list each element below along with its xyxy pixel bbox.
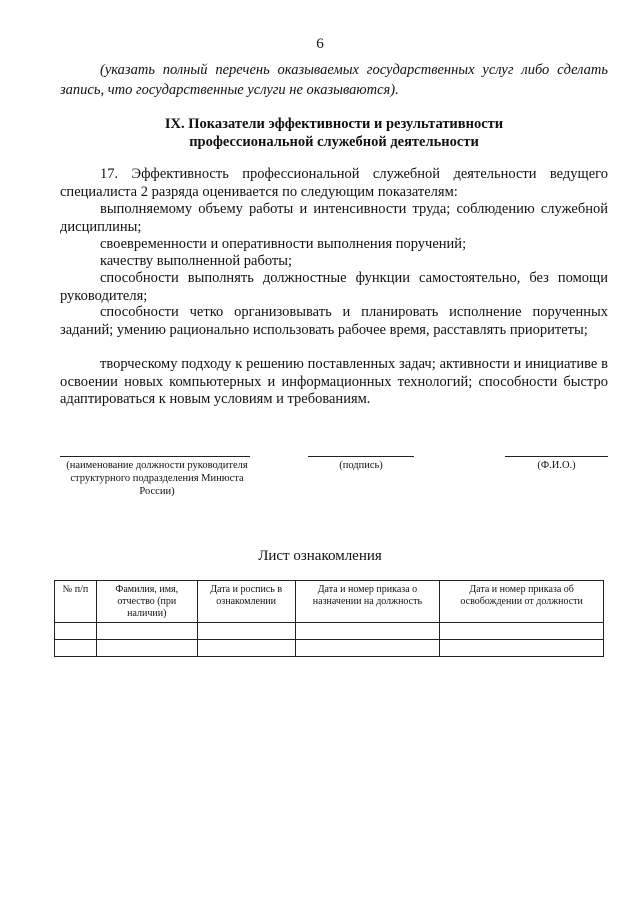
table-row [55,640,604,657]
column-header-acknowledgement-date: Дата и роспись в ознакомлении [197,581,295,623]
table-cell [440,640,604,657]
paragraph-quality: качеству выполненной работы; [100,253,292,269]
name-signature-line [505,456,608,457]
name-caption: (Ф.И.О.) [537,460,576,471]
paragraph-creativity: творческому подходу к решению поставленных задач; активности и инициативе в освоении новых компьютерных и информационных технологий; способности быстро адаптироваться к новым условиям и требованиям. [60,356,608,407]
table-row [55,623,604,640]
table-cell [295,640,440,657]
column-header-number: № п/п [55,581,97,623]
table-cell [96,640,197,657]
table-cell [55,640,97,657]
paragraph-workload: выполняемому объему работы и интенсивности труда; соблюдению служебной дисциплины; [60,201,608,235]
table-cell [440,623,604,640]
column-header-dismissal-order: Дата и номер приказа об освобождении от должности [440,581,604,623]
table-cell [55,623,97,640]
table-cell [197,623,295,640]
column-header-full-name: Фамилия, имя, отчество (при наличии) [96,581,197,623]
signature-line [308,456,414,457]
position-signature-line [60,456,250,457]
column-header-appointment-order: Дата и номер приказа о назначении на должность [295,581,440,623]
page-number: 6 [316,36,324,52]
acknowledgement-table [54,580,604,657]
services-note: (указать полный перечень оказываемых государственных услуг либо сделать запись, что государственные услуги не оказываются). [60,62,608,98]
paragraph-17: 17. Эффективность профессиональной служебной деятельности ведущего специалиста 2 разряда оценивается по следующим показателям: [60,166,608,200]
table-cell [96,623,197,640]
section-title-line-1: IX. Показатели эффективности и результативности [164,116,504,132]
section-title-line-2: профессиональной служебной деятельности [189,134,479,150]
section-title [60,115,608,151]
signature-caption: (подпись) [339,460,383,471]
table-header-row [55,581,604,623]
table-cell [295,623,440,640]
position-caption: (наименование должности руководителя структурного подразделения Минюста России) [66,460,248,497]
table-cell [197,640,295,657]
paragraph-independence: способности выполнять должностные функции самостоятельно, без помощи руководителя; [60,270,608,304]
acknowledgement-title: Лист ознакомления [258,548,382,564]
paragraph-timeliness: своевременности и оперативности выполнения поручений; [100,236,467,252]
paragraph-organization: способности четко организовывать и планировать исполнение порученных заданий; умению рационально использовать рабочее время, расставлять приоритеты; [60,304,608,338]
